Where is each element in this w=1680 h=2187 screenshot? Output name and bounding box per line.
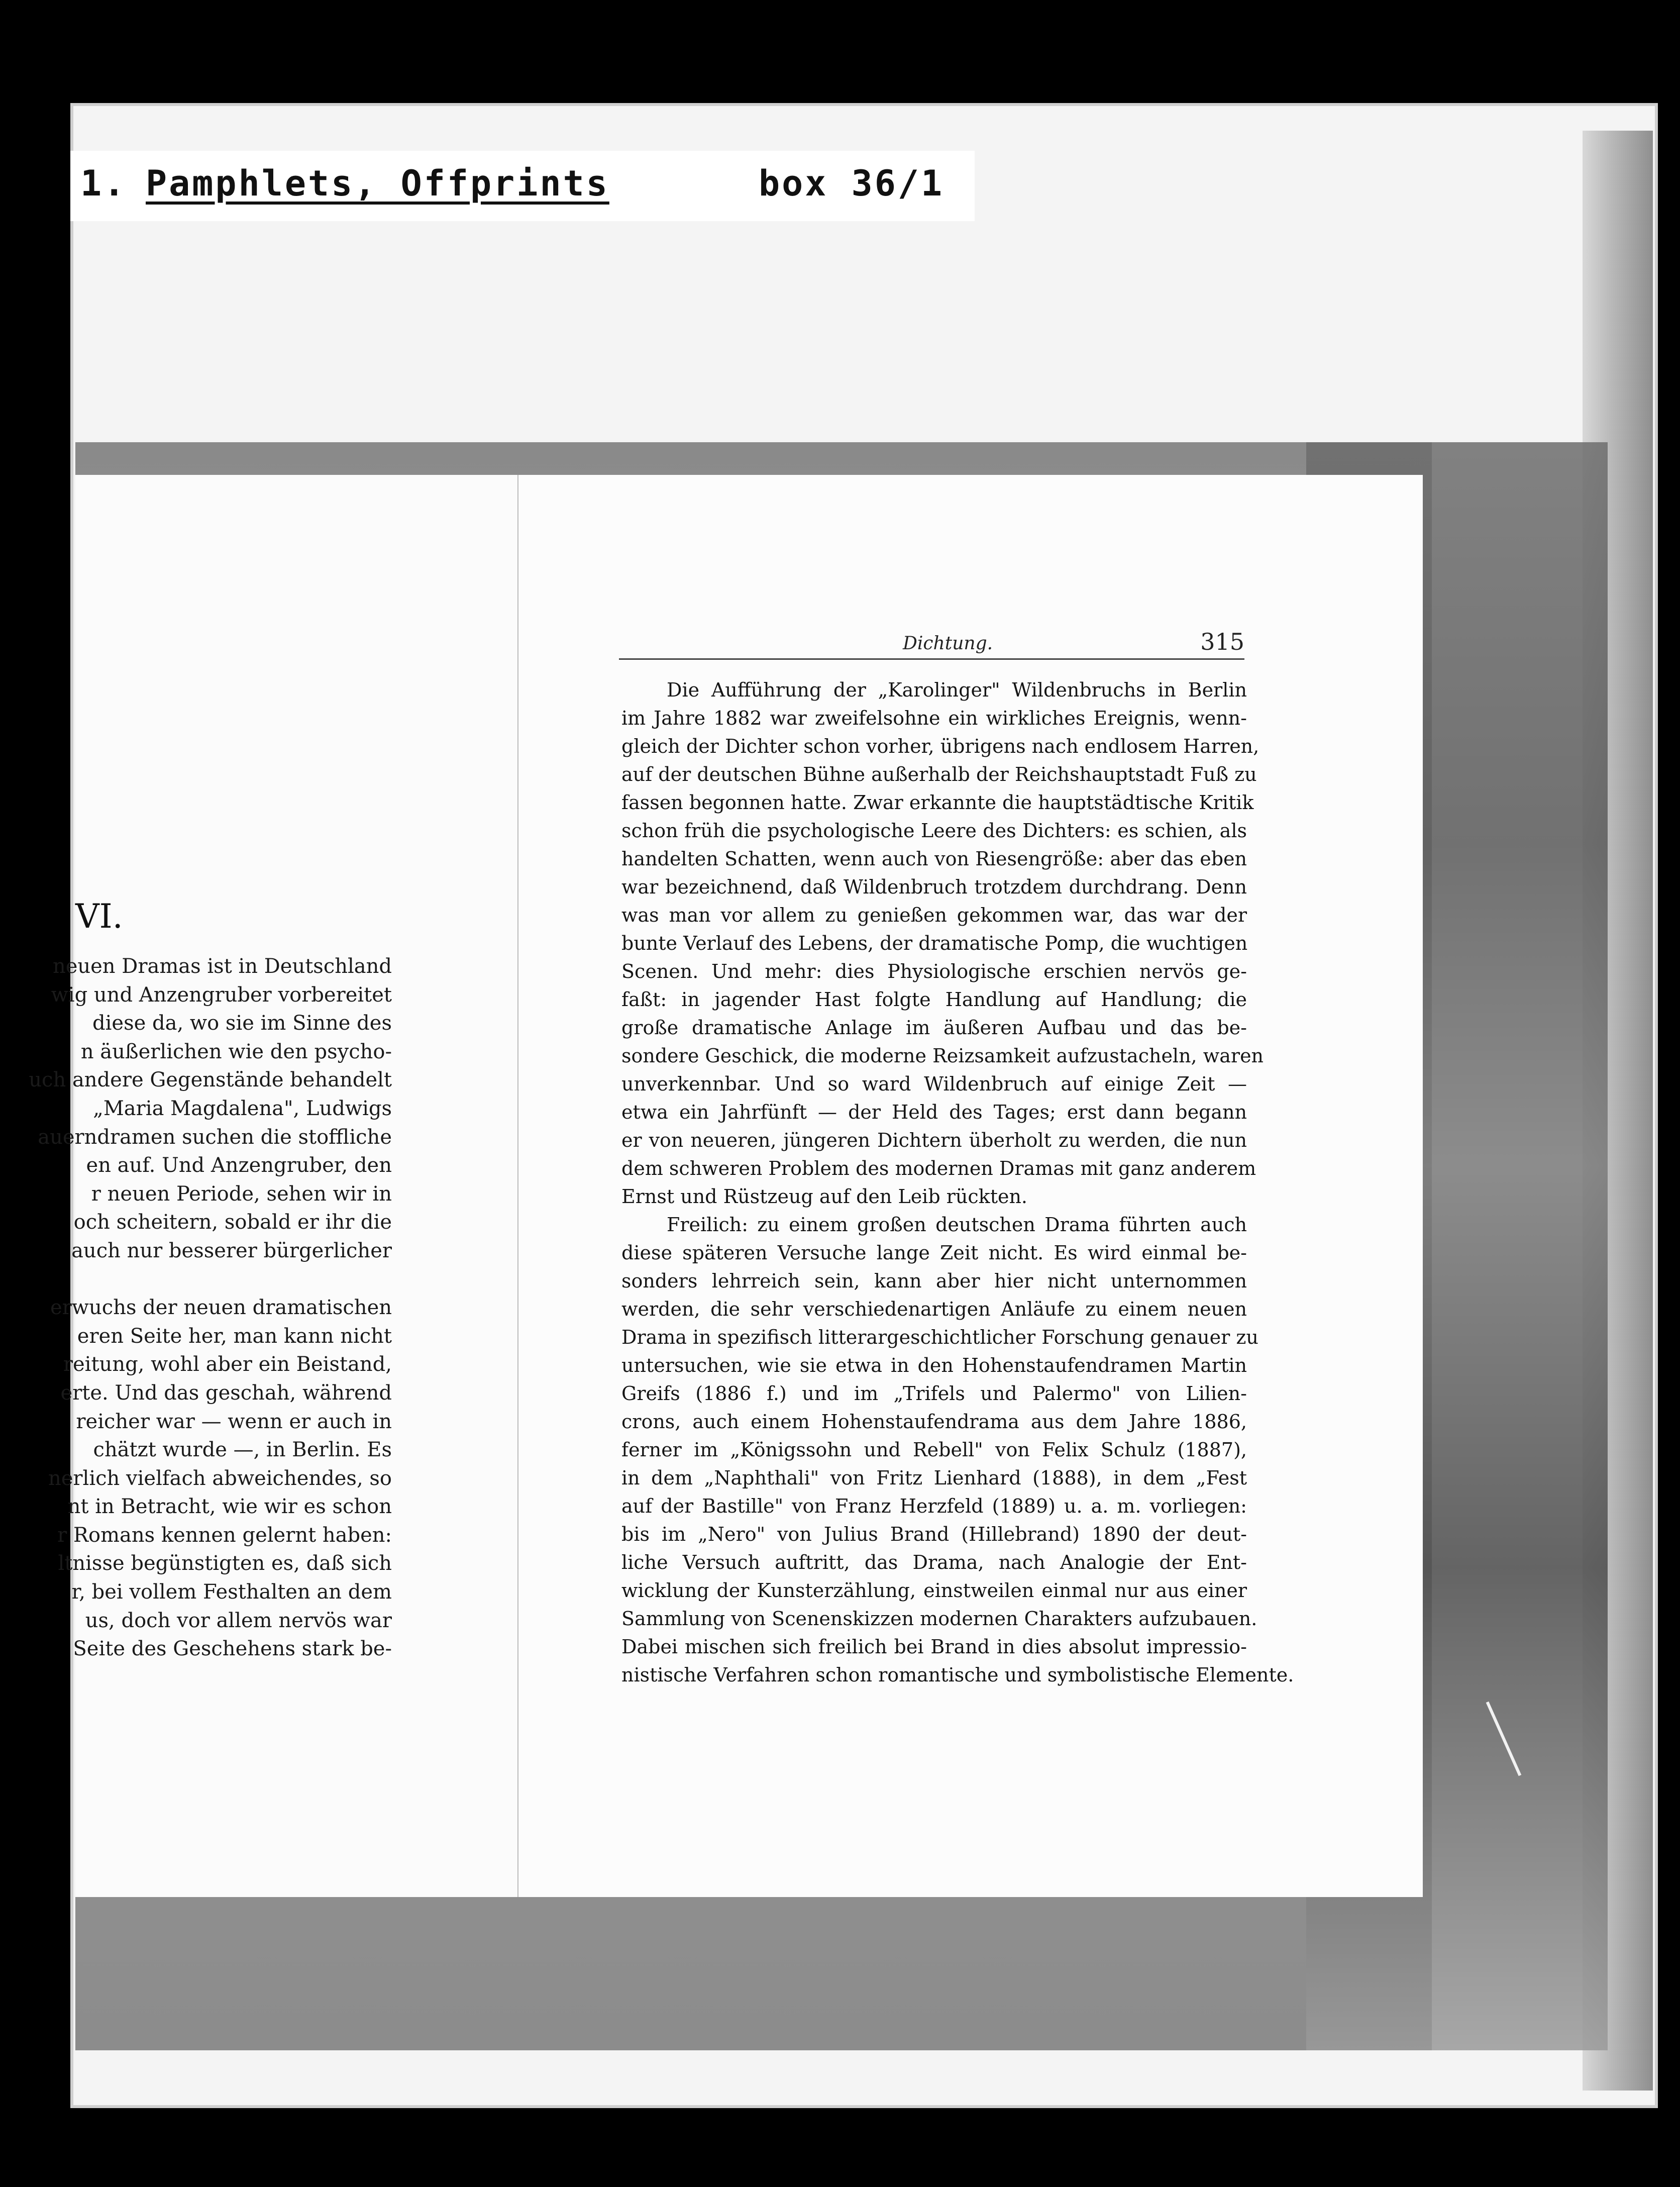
body-text-line: unverkennbar. Und so ward Wildenbruch auf einige Zeit — — [621, 1073, 1247, 1095]
body-text-line: fassen begonnen hatte. Zwar erkannte die hauptstädtische Kritik — [621, 791, 1254, 814]
left-text-line: nt in Betracht, wie wir es schon — [67, 1495, 392, 1519]
body-text-line: auf der Bastille" von Franz Herzfeld (1889) u. a. m. vorliegen: — [621, 1495, 1247, 1517]
body-text-line: bunte Verlauf des Lebens, der dramatische Pomp, die wuchtigen — [621, 932, 1248, 954]
body-text-line: werden, die sehr verschiedenartigen Anläufe zu einem neuen — [621, 1298, 1247, 1320]
left-text-line: r neuen Periode, sehen wir in — [91, 1182, 392, 1206]
body-text-line: im Jahre 1882 war zweifelsohne ein wirkliches Ereignis, wenn- — [621, 707, 1247, 729]
running-title: Dichtung. — [903, 633, 993, 654]
body-text-line: diese späteren Versuche lange Zeit nicht. Es wird einmal be- — [621, 1242, 1247, 1264]
left-text-line: ltnisse begünstigten es, daß sich — [58, 1552, 392, 1575]
body-text-line: untersuchen, wie sie etwa in den Hohenstaufendramen Martin — [621, 1354, 1247, 1376]
left-text-line: eren Seite her, man kann nicht — [77, 1324, 392, 1348]
chapter-heading: VI. — [75, 897, 123, 936]
label-title: Pamphlets, Offprints — [146, 163, 609, 204]
left-text-line — [0, 1265, 392, 1294]
body-text-line: sonders lehrreich sein, kann aber hier nicht unternommen — [621, 1270, 1247, 1292]
body-text-line: Freilich: zu einem großen deutschen Drama führten auch — [667, 1214, 1247, 1236]
body-text-line: etwa ein Jahrfünft — der Held des Tages; erst dann begann — [621, 1101, 1247, 1123]
left-text-line: n äußerlichen wie den psycho- — [80, 1040, 392, 1063]
body-text-line: Die Aufführung der „Karolinger" Wildenbruchs in Berlin — [667, 679, 1247, 701]
left-text-line: nerlich vielfach abweichendes, so — [48, 1466, 392, 1490]
body-text-line: dem schweren Problem des modernen Dramas mit ganz anderem — [621, 1157, 1256, 1179]
left-text-line: r, bei vollem Festhalten an dem — [71, 1580, 392, 1604]
body-text-line: Greifs (1886 f.) und im „Trifels und Palermo" von Lilien- — [621, 1382, 1247, 1405]
body-text-line: Scenen. Und mehr: dies Physiologische erschien nervös ge- — [621, 960, 1247, 982]
left-text-line: auch nur besserer bürgerlicher — [71, 1239, 392, 1262]
left-text-line: och scheitern, sobald er ihr die — [73, 1211, 392, 1234]
label-number: 1. — [80, 163, 127, 204]
right-page — [517, 475, 1423, 1897]
body-text-line: bis im „Nero" von Julius Brand (Hillebrand) 1890 der deut- — [621, 1523, 1247, 1545]
running-head — [619, 628, 1244, 660]
left-page-text — [0, 952, 392, 1663]
left-text-line: chätzt wurde —, in Berlin. Es — [93, 1438, 392, 1462]
archive-label — [70, 151, 975, 221]
body-text-line: crons, auch einem Hohenstaufendrama aus dem Jahre 1886, — [621, 1411, 1247, 1433]
left-text-line: reitung, wohl aber ein Beistand, — [63, 1353, 392, 1376]
body-text-line: Ernst und Rüstzeug auf den Leib rückten. — [621, 1185, 1028, 1208]
body-text-line: schon früh die psychologische Leere des Dichters: es schien, als — [621, 820, 1247, 842]
body-text-line: wicklung der Kunsterzählung, einstweilen einmal nur aus einer — [621, 1579, 1247, 1602]
left-text-line: us, doch vor allem nervös war — [85, 1609, 392, 1632]
left-text-line: wig und Anzengruber vorbereitet — [51, 983, 392, 1007]
left-text-line: r Romans kennen gelernt haben: — [57, 1523, 392, 1547]
body-text-line: gleich der Dichter schon vorher, übrigens nach endlosem Harren, — [621, 735, 1259, 757]
body-text-line: nistische Verfahren schon romantische und symbolistische Elemente. — [621, 1664, 1294, 1686]
left-text-line: en auf. Und Anzengruber, den — [86, 1154, 392, 1177]
left-page — [29, 475, 520, 1897]
body-text-line: in dem „Naphthali" von Fritz Lienhard (1888), in dem „Fest — [621, 1467, 1247, 1489]
left-text-line: uch andere Gegenstände behandelt — [29, 1068, 392, 1092]
body-text-line: ferner im „Königssohn und Rebell" von Felix Schulz (1887), — [621, 1439, 1247, 1461]
left-text-line: Seite des Geschehens stark be- — [73, 1637, 392, 1661]
body-text-line: liche Versuch auftritt, das Drama, nach Analogie der Ent- — [621, 1551, 1247, 1573]
body-text-line: war bezeichnend, daß Wildenbruch trotzdem durchdrang. Denn — [621, 876, 1247, 898]
left-text-line: erwuchs der neuen dramatischen — [50, 1296, 392, 1320]
left-text-line: diese da, wo sie im Sinne des — [92, 1012, 392, 1035]
body-text-line: Dabei mischen sich freilich bei Brand in dies absolut impressio- — [621, 1636, 1247, 1658]
body-text-line: faßt: in jagender Hast folgte Handlung auf Handlung; die — [621, 988, 1247, 1011]
body-text — [621, 676, 1294, 1689]
page-number: 315 — [1200, 628, 1244, 655]
body-text-line: sondere Geschick, die moderne Reizsamkeit aufzustacheln, waren — [621, 1045, 1264, 1067]
left-text-line: neuen Dramas ist in Deutschland — [52, 955, 392, 978]
left-text-line: auerndramen suchen die stoffliche — [38, 1125, 392, 1149]
body-text-line: handelten Schatten, wenn auch von Riesengröße: aber das eben — [621, 848, 1247, 870]
body-text-line: er von neueren, jüngeren Dichtern überholt zu werden, die nun — [621, 1129, 1247, 1151]
body-text-line: was man vor allem zu genießen gekommen war, das war der — [621, 904, 1247, 926]
body-text-line: auf der deutschen Bühne außerhalb der Reichshauptstadt Fuß zu — [621, 763, 1257, 785]
body-text-line: Drama in spezifisch litterargeschichtlicher Forschung genauer zu — [621, 1326, 1258, 1348]
label-box: box 36/1 — [759, 163, 944, 204]
left-text-line: reicher war — wenn er auch in — [76, 1410, 392, 1433]
body-text-line: große dramatische Anlage im äußeren Aufbau und das be- — [621, 1017, 1247, 1039]
body-text-line: Sammlung von Scenenskizzen modernen Charakters aufzubauen. — [621, 1608, 1257, 1630]
left-text-line: „Maria Magdalena", Ludwigs — [93, 1097, 392, 1120]
left-text-line: erte. Und das geschah, während — [60, 1381, 392, 1405]
